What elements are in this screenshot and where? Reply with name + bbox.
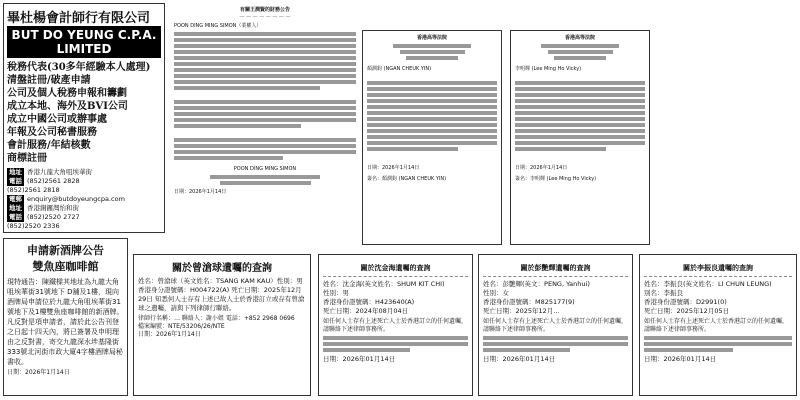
ad-contact-value: (852)2561 2828 [27,177,80,185]
li-death: 死亡日期：2025年12月05日 [644,307,730,315]
li-date: 日期：2026年01月14日 [644,355,717,363]
ad-contact-line [7,204,161,213]
ad-contact-label: 電郵 [9,195,22,203]
shum-id: 香港身份證號碼：H423640(A) [323,298,415,306]
tsang-notice [133,254,311,396]
ad-contact-label: 地址 [9,204,22,212]
tsang-body: 姓名：曾滄球（英文姓名：TSANG KAM KAU）性別：男 香港身分證號碼：H004722(A) 死亡日期：2025年12月29日 知悉何人士存有上述已故人士於香港訂立或存有曾滄球之遺囑，請與下列律師行聯絡。 [138,277,305,312]
lee-date: 日期：2026年1月14日 [515,165,568,171]
shum-body: 如任何人士存有上述死亡人士於香港訂立的任何遺囑，請聯絡下述律師事務所。 [323,318,468,333]
ad-service-item: 公司及個人稅務申報和籌劃 [7,88,127,99]
li-body: 如任何人士存有上述死亡人士於香港訂立的任何遺囑，請聯絡下述律師事務所。 [644,318,789,333]
shum-name: 姓名：沈金海(英文姓名：SHUM KIT CHI) [323,280,445,288]
liquor-notice [3,238,128,396]
poon-footer-name: POON DING MING SIMON [233,166,297,172]
peng-title: 關於彭艷輝遺囑的查詢 [520,264,591,272]
tsang-date: 日期：2026年1月14日 [138,331,201,338]
peng-id: 香港身份證號碼：M825177(9) [483,298,575,306]
peng-name: 姓名：彭艷輝(英文：PENG, Yanhui) [483,280,590,288]
ad-contact-line [7,195,161,204]
ad-company-name: 畢杜楊會計師行有限公司 [7,11,151,26]
ad-contact-label: 電話 [9,213,22,221]
li-alias: 別名：李振良 [644,289,683,297]
poon-header: 有關王潤賢的財務公告 [239,7,290,13]
li-title: 關於李振良遺囑的查詢 [683,264,753,272]
ad-service-item: 商標註冊 [7,153,47,164]
ad-contact-value: enquiry@butdoyeungcpa.com [27,195,125,203]
peng-death: 死亡日期：2025年12月... [483,307,560,315]
peng-notice [478,254,633,396]
ngan-name: 顏潤鈞 (NGAN CHEUK YIN) [367,66,432,72]
ad-contact-value: 香港銅鑼灣怡和街 [27,204,79,212]
shum-notice [318,254,473,396]
ad-service-item: 年報及公司秘書服務 [7,127,97,138]
ad-contact-value: (852)2520 2727 [27,213,80,221]
ad-contact-value: (852)2520 2336 [7,222,60,230]
tsang-title: 關於曾滄球遺囑的查詢 [172,263,272,274]
peng-date: 日期：2026年01月14日 [483,355,556,363]
ad-contact-line [7,222,161,231]
ad-contact-value: 香港九龍大角咀埃華街 [27,168,92,176]
ngan-notice [362,30,502,245]
lee-sign: 簽名：李明輝 (Lee Ming Ho Vicky) [515,176,597,182]
ngan-sign: 簽名：顏潤鈞 (NGAN CHEUK YIN) [367,176,447,182]
ngan-header: 香港高等法院 [416,35,447,41]
liquor-date: 日期：2026年1月14日 [7,369,70,376]
li-id: 香港身份證號碼：D2991(0) [644,298,727,306]
ad-contact-value: (852)2561 2818 [7,186,60,194]
ad-service-item: 成立本地、海外及BVI公司 [7,101,128,112]
ad-contact-label: 地址 [9,168,22,176]
peng-body: 如任何人士存有上述死亡人士於香港訂立的任何遺囑，請聯絡下述律師事務所。 [483,318,628,333]
liquor-body: 現特通告：陳鐵樑其地址為九龍大角咀埃華街31號地下 D舖及1樓，現向酒牌局申請位於九龍大角咀埃華街31號地下及1樓雙魚座咖啡館的新酒牌。凡反對是項申請者，請於此公告刊登之日起十四天內，將已簽署及申明理由之反對書，寄交九龍深水埗基隆街333號北河街市政大廈4字樓酒牌局秘書收。 [7,278,124,366]
ad-contact-line [7,213,161,222]
shum-sex: 性別：男 [323,289,349,297]
shum-date: 日期：2026年01月14日 [323,355,396,363]
li-name: 姓名：李振良(英文姓名：LI CHUN LEUNG) [644,280,772,288]
tsang-contact: 律師行名稱：… 聯絡人：謝小姐 電話：+852 2968 0696 [138,315,295,322]
ad-contact-line [7,168,161,177]
shum-title: 關於沈金海遺囑的查詢 [360,264,431,272]
poon-name: POON DING MING SIMON（業權人） [174,23,262,29]
shum-death: 死亡日期：2024年08月04日 [323,307,409,315]
ad-services [7,61,161,165]
ad-service-item: 稅務代表(30多年經驗本人處理) [7,62,151,73]
ad-contacts [7,168,161,231]
cpa-ad [3,3,165,233]
ngan-date: 日期：2026年1月14日 [367,165,420,171]
ad-service-item: 成立中國公司或辦事處 [7,114,107,125]
peng-sex: 性別：女 [483,289,509,297]
poon-notice: 有關王潤賢的財務公告 — — — — — — — — POON DING MING SIMON（業權人） POON DING MING SIMON 日期：2026年1月14日 [170,3,360,246]
ad-company-en: BUT DO YEUNG C.P.A. LIMITED [7,26,161,58]
lee-header: 香港高等法院 [564,35,595,41]
ad-service-item: 清盤註冊/破產申請 [7,75,91,86]
li-notice [639,254,797,396]
tsang-ref: 檔案編號：NTE/53206/26/NTE [138,323,225,330]
ad-contact-line [7,177,161,186]
liquor-shop: 雙魚座咖啡館 [32,260,99,273]
ad-service-item: 會計服務/年結核數 [7,140,91,151]
lee-notice [510,30,650,245]
ad-contact-label: 電話 [9,177,22,185]
ad-contact-line [7,186,161,195]
lee-name: 李明輝 (Lee Ming Ho Vicky) [515,66,582,72]
poon-sign: 日期：2026年1月14日 [174,189,227,195]
liquor-title: 申請新酒牌公告 [27,244,104,257]
